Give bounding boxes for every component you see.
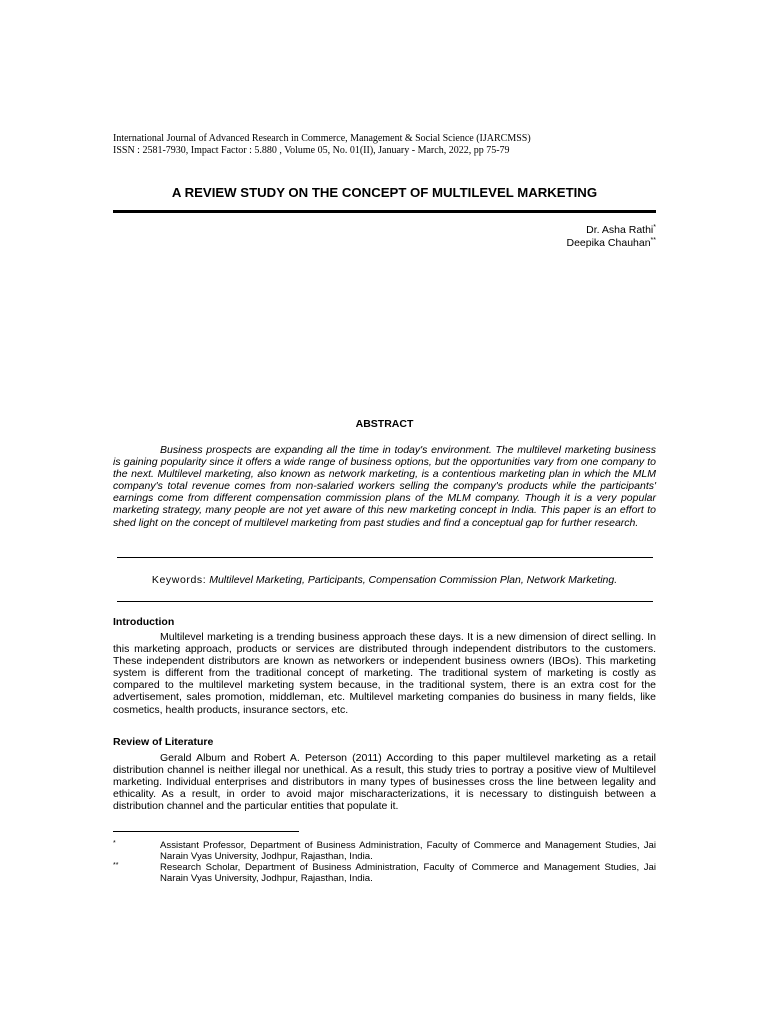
footnote-text: Research Scholar, Department of Business Administration, Faculty of Commerce and Management Studies, Jai Narain Vyas University, Jodhpur, Rajasthan, India. bbox=[160, 862, 656, 884]
author-mark: * bbox=[653, 224, 656, 231]
section-heading-introduction: Introduction bbox=[113, 616, 175, 628]
author-list bbox=[566, 224, 656, 250]
title-rule bbox=[113, 210, 656, 213]
keywords bbox=[113, 574, 656, 587]
abstract-divider-bottom bbox=[117, 601, 653, 602]
abstract-heading: ABSTRACT bbox=[355, 418, 414, 430]
introduction-text: Multilevel marketing is a trending business approach these days. It is a new dimension of direct selling. In this marketing approach, products or services are distributed through independent distributors to the customers. These independent distributors are known as networkers or independent business owners (IBOs). This marketing system is different from the traditional concept of marketing. The traditional system of marketing is costly as compared to the multilevel marketing system because, in the traditional system, there is an extra cost for the advertisement, sales promotion, middleman, etc. Multilevel marketing companies do business in many fields, like cosmetics, health products, insurance sectors, etc. bbox=[113, 631, 656, 716]
journal-issn: ISSN : 2581-7930, Impact Factor : 5.880 , Volume 05, No. 01(II), January - March, 2022, pp 75-79 bbox=[113, 144, 510, 156]
journal-header bbox=[113, 133, 673, 156]
paper-title: A REVIEW STUDY ON THE CONCEPT OF MULTILEVEL MARKETING bbox=[171, 185, 598, 200]
keywords-label: Keywords: bbox=[151, 574, 207, 586]
footnote-rule bbox=[113, 831, 299, 832]
section-heading-literature: Review of Literature bbox=[113, 736, 214, 748]
footnote-1 bbox=[113, 840, 656, 862]
author-1 bbox=[566, 224, 656, 237]
author-2 bbox=[566, 237, 656, 250]
footnote-mark: * bbox=[113, 840, 116, 847]
author-mark: ** bbox=[650, 237, 656, 244]
footnote-2 bbox=[113, 862, 656, 884]
author-name: Dr. Asha Rathi bbox=[586, 224, 654, 236]
abstract-text: Business prospects are expanding all the time in today's environment. The multilevel marketing business is gaining popularity since it offers a wide range of business options, but the opportunities vary from one company to the next. Multilevel marketing, also known as network marketing, is a contentious marketing plan in which the MLM company's total revenue comes from non-salaried workers selling the company's products while the participants' earnings come from different compensation commission plans of the MLM company. Though it is a very popular marketing strategy, many people are not yet aware of this new marketing concept in India. This paper is an effort to shed light on the concept of multilevel marketing from past studies and find a conceptual gap for further research. bbox=[113, 444, 656, 529]
keywords-values: Multilevel Marketing, Participants, Compensation Commission Plan, Network Marketing. bbox=[209, 574, 618, 586]
journal-name: International Journal of Advanced Research in Commerce, Management & Social Science (IJARCMSS) bbox=[113, 133, 531, 144]
abstract-divider-top bbox=[117, 557, 653, 558]
footnote-text: Assistant Professor, Department of Business Administration, Faculty of Commerce and Management Studies, Jai Narain Vyas University, Jodhpur, Rajasthan, India. bbox=[160, 840, 656, 862]
literature-text: Gerald Album and Robert A. Peterson (2011) According to this paper multilevel marketing as a retail distribution channel is neither illegal nor unethical. As a result, this study tries to portray a positive view of Multilevel marketing. Individual enterprises and distributors in many types of businesses cross the line between legality and ethicality. As a result, in order to avoid major mischaracterizations, it is necessary to distinguish between a distribution channel and the particular entities that populate it. bbox=[113, 752, 656, 813]
author-name: Deepika Chauhan bbox=[566, 237, 651, 249]
abstract-body bbox=[113, 444, 656, 529]
footnote-mark: ** bbox=[113, 862, 119, 869]
